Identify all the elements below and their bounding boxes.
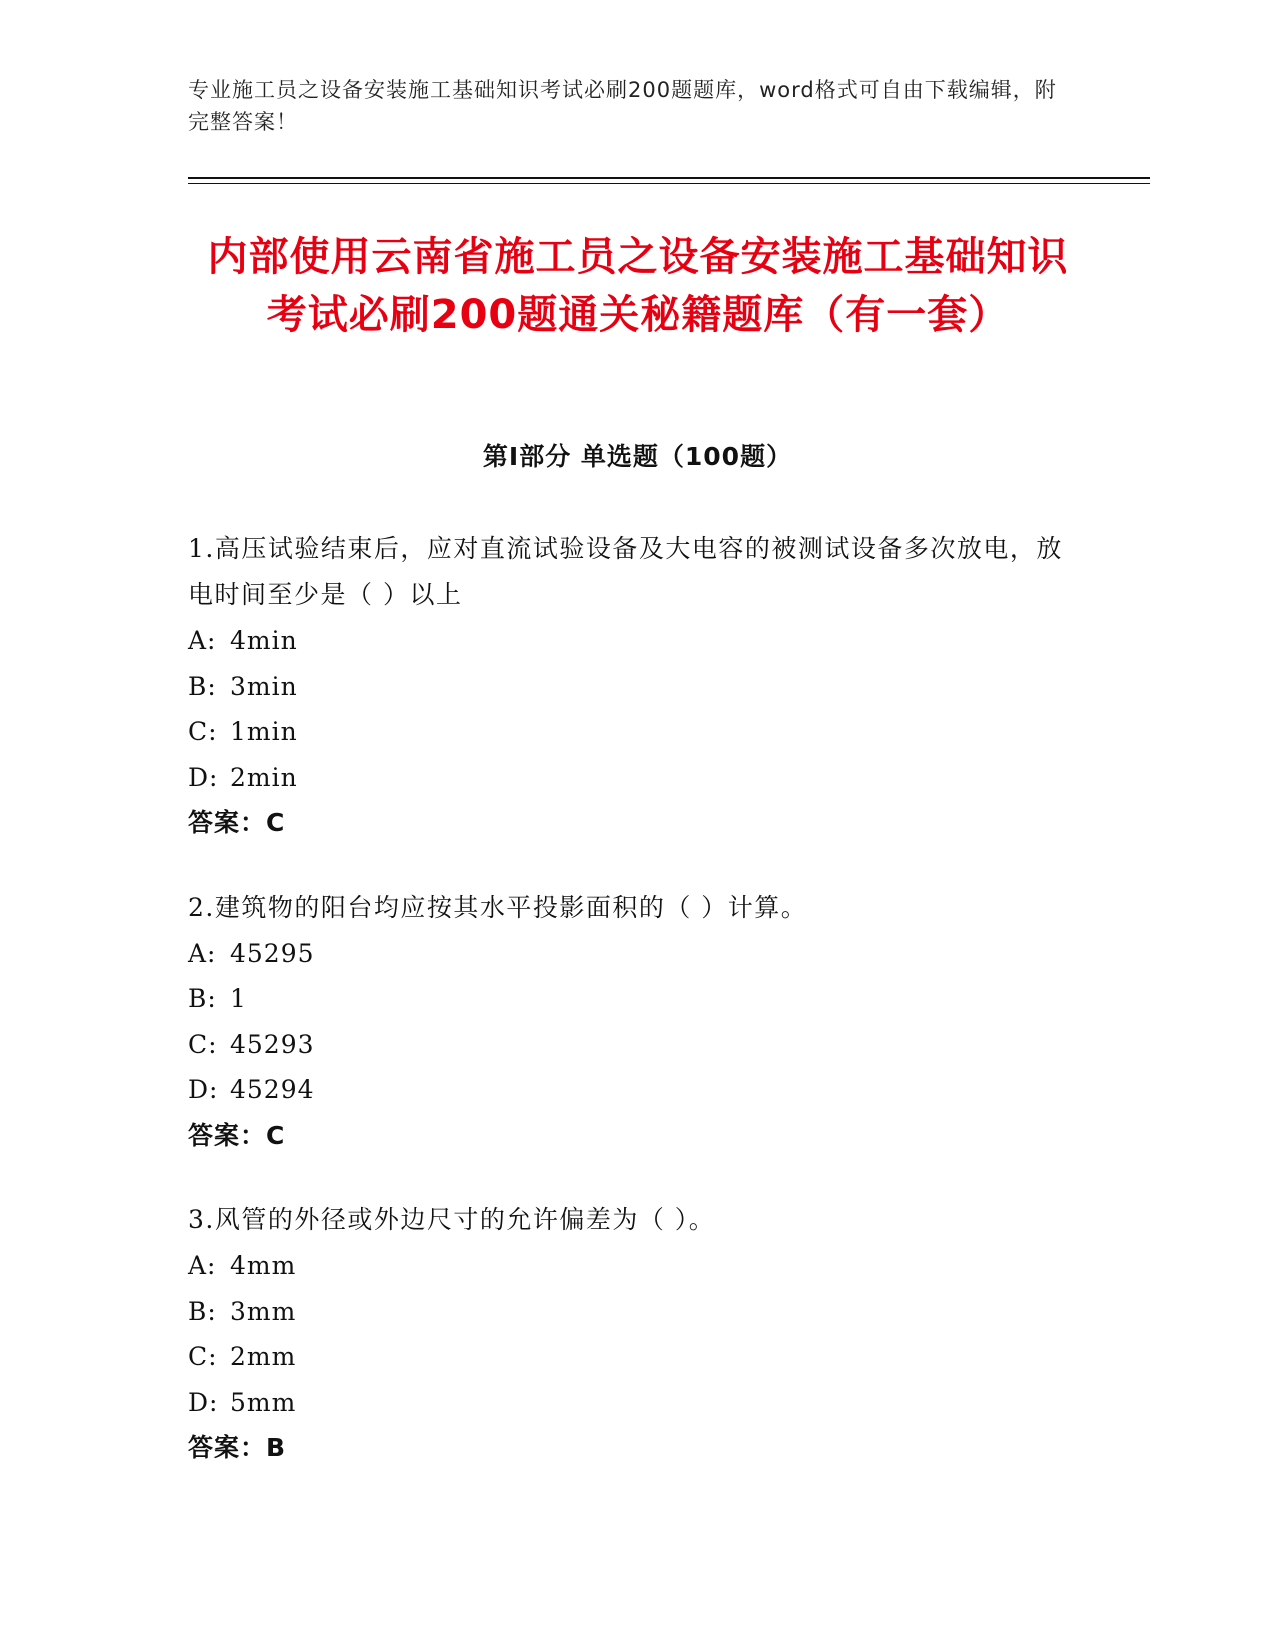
header-rule-thick [188,177,1150,179]
option-letter: D: [188,1387,219,1417]
answer-value: B [266,1433,287,1462]
option-letter: D: [188,1075,219,1104]
option-b [188,1289,1068,1335]
question-2 [188,885,1068,1159]
header-note: 专业施工员之设备安装施工基础知识考试必刷200题题库，word格式可自由下载编辑，附完整答案！ [188,78,1057,134]
option-c [188,1022,1068,1068]
option-value: 2mm [230,1342,297,1371]
option-value: 2min [230,762,298,792]
option-c [188,1334,1068,1380]
option-letter: A: [188,1251,217,1280]
answer-line [188,1113,1068,1159]
option-value: 4mm [230,1251,297,1280]
option-letter: A: [188,626,217,655]
option-value: 5mm [230,1387,297,1417]
question-3 [188,1197,1068,1471]
header-rule-thin [188,183,1150,184]
option-value: 3mm [230,1296,297,1326]
option-letter: C: [188,1342,218,1371]
question-text: 2.建筑物的阳台均应按其水平投影面积的（ ）计算。 [188,892,808,922]
answer-line [188,1425,1068,1471]
option-letter: D: [188,762,219,792]
option-letter: B: [188,984,217,1013]
option-value: 45295 [230,938,315,968]
option-value: 1 [230,984,247,1013]
option-b [188,664,1068,710]
option-d [188,1067,1068,1113]
option-value: 3min [230,671,298,701]
option-d [188,1380,1068,1426]
answer-label: 答案： [188,808,267,837]
option-d [188,755,1068,801]
option-a [188,1243,1068,1289]
option-a [188,618,1068,664]
option-a [188,931,1068,977]
question-list [188,526,1068,1510]
option-b [188,976,1068,1022]
option-letter: C: [188,717,218,746]
question-text: 3.风管的外径或外边尺寸的允许偏差为（ ）。 [188,1205,716,1234]
option-letter: A: [188,938,217,968]
option-letter: C: [188,1029,218,1059]
answer-value: C [266,1120,286,1150]
option-c [188,709,1068,755]
option-letter: B: [188,1296,217,1326]
answer-label: 答案： [188,1433,267,1462]
answer-label: 答案： [188,1120,267,1150]
question-1 [188,526,1068,846]
option-value: 4min [230,626,298,655]
option-letter: B: [188,671,217,701]
document-title: 内部使用云南省施工员之设备安装施工基础知识考试必刷200题通关秘籍题库（有一套） [207,234,1069,338]
section-heading: 第Ⅰ部分 单选题（100题） [482,442,793,471]
option-value: 1min [230,717,298,746]
option-value: 45293 [230,1029,315,1059]
answer-line [188,800,1068,846]
option-value: 45294 [230,1075,315,1104]
question-text: 1.高压试验结束后，应对直流试验设备及大电容的被测试设备多次放电，放电时间至少是（ ）以上 [188,534,1063,609]
answer-value: C [266,808,286,837]
